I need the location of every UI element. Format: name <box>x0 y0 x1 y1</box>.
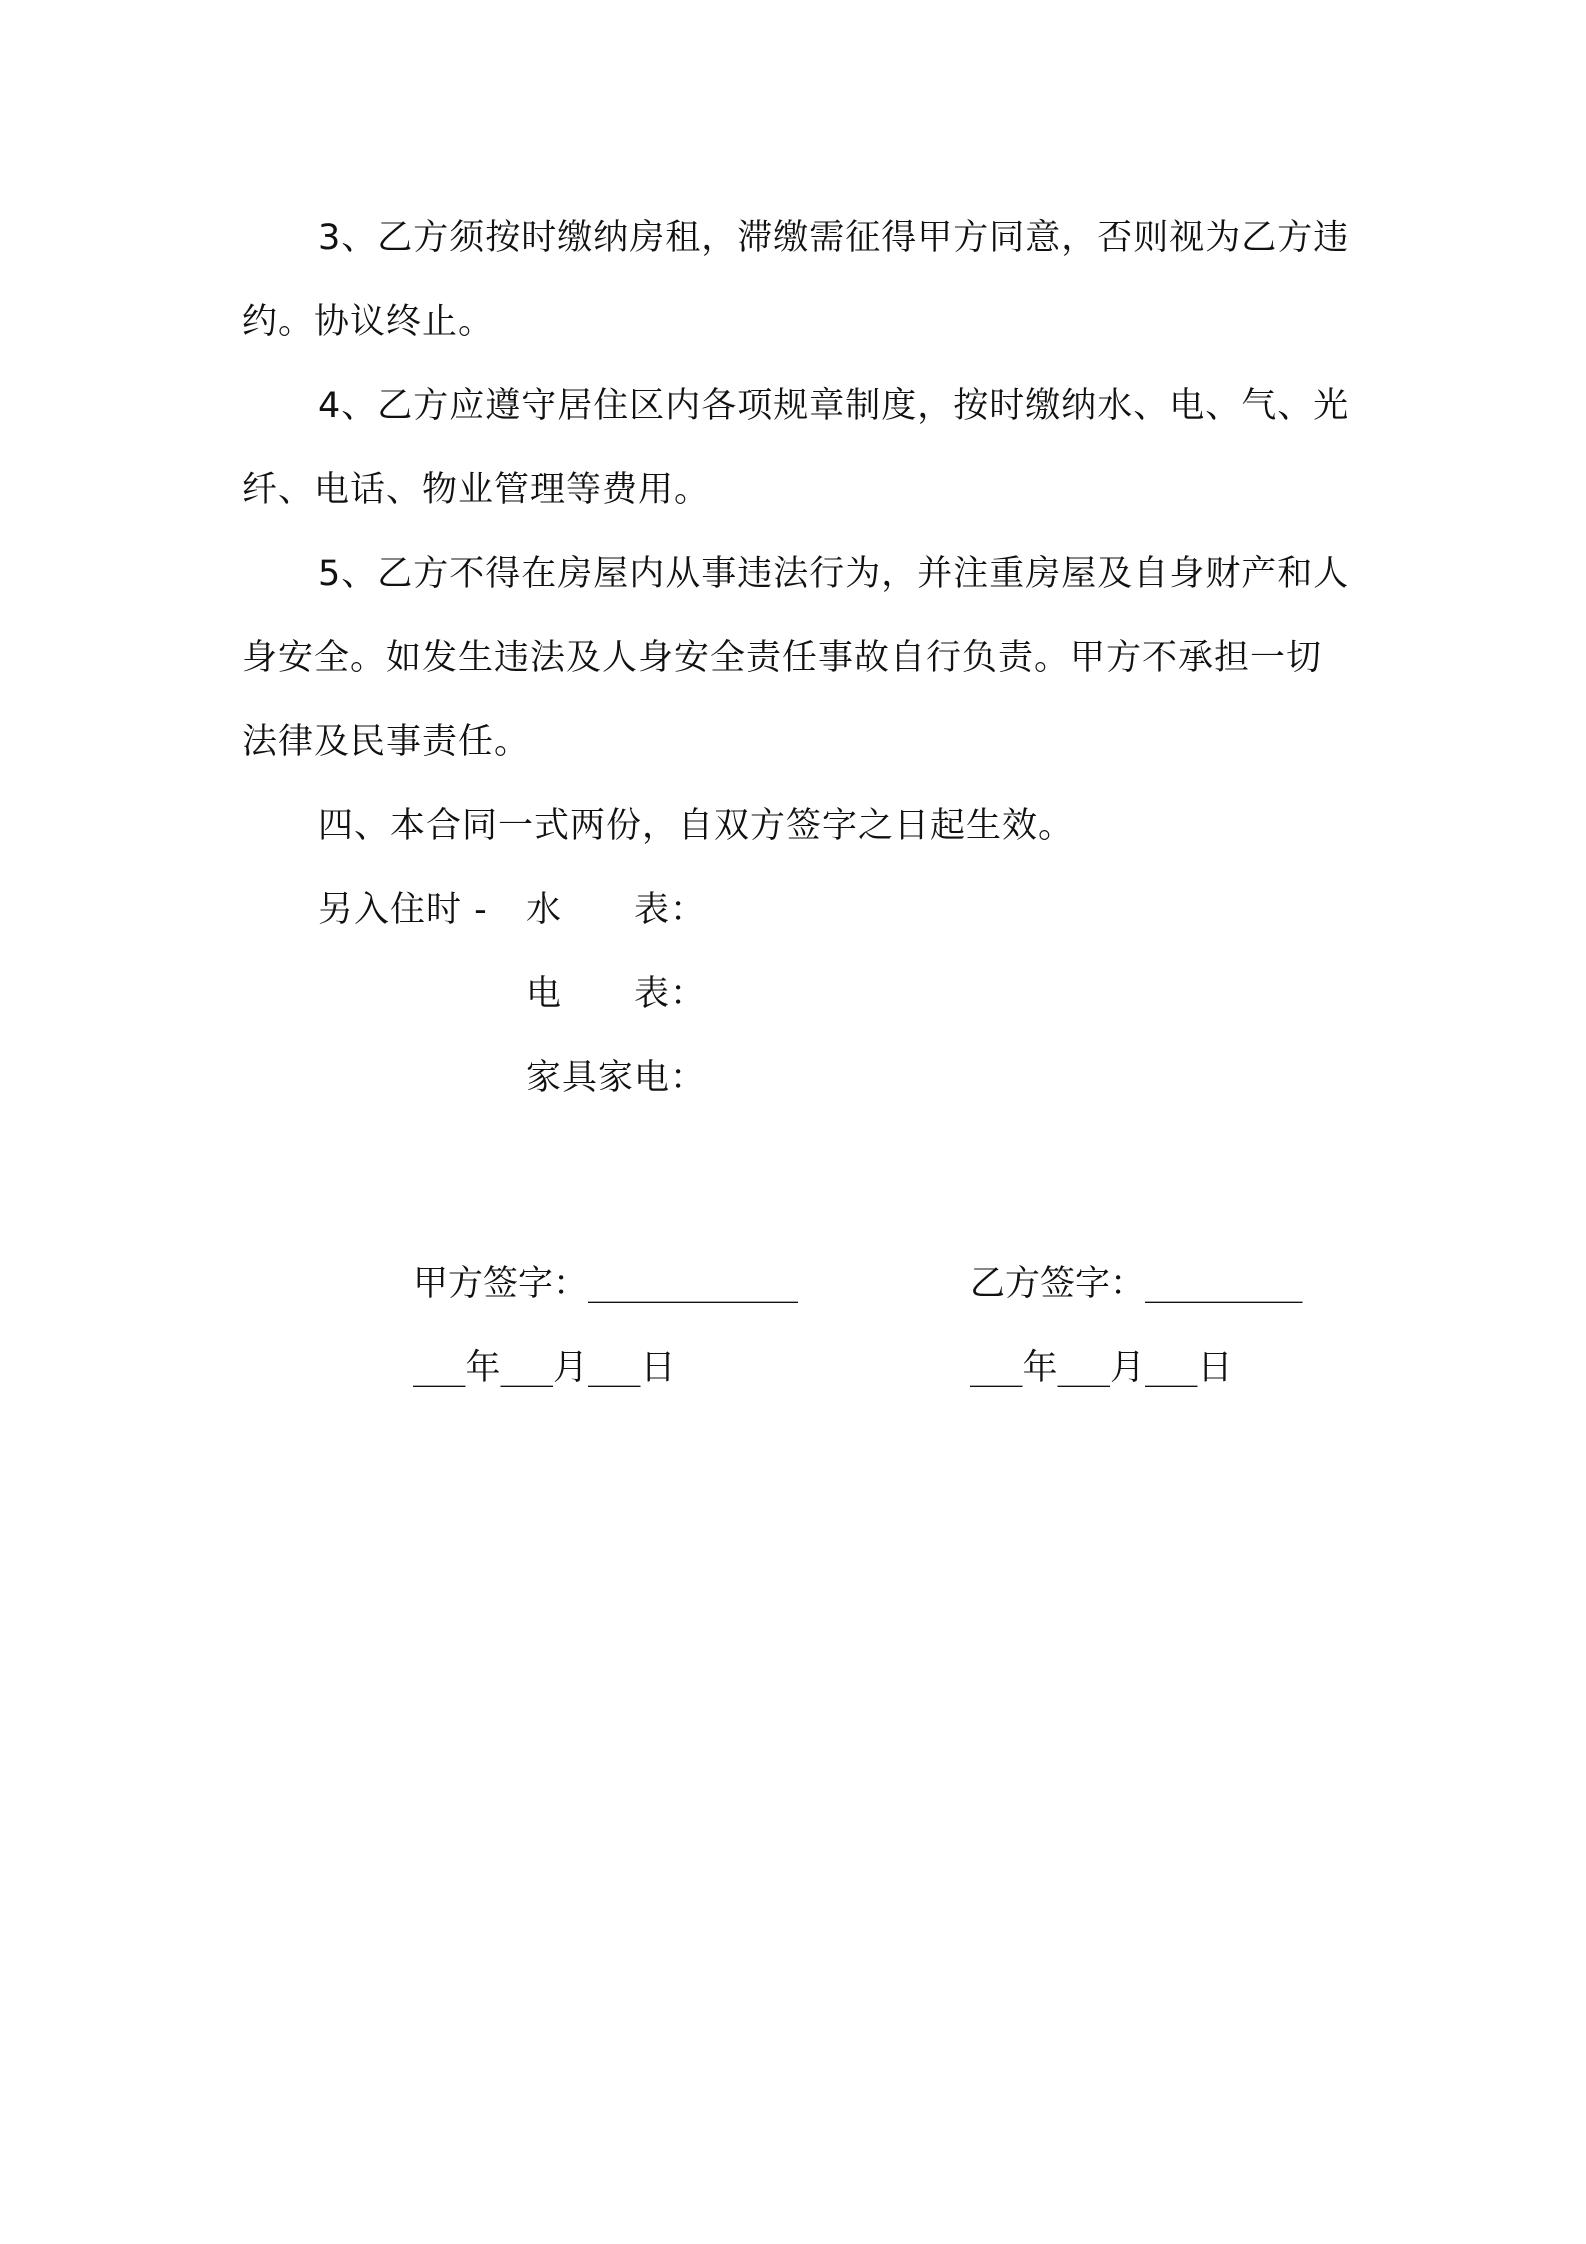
clause-3: 3、乙方须按时缴纳房租，滞缴需征得甲方同意，否则视为乙方违约。协议终止。 <box>242 218 1350 342</box>
furniture-row <box>318 1036 707 1120</box>
party-a-date: ___年___月___日 <box>413 1348 676 1388</box>
move-in-readings <box>318 868 707 1120</box>
contract-body <box>242 196 1357 868</box>
party-a-signature-block <box>413 1242 798 1410</box>
move-in-prefix: 另入住时 - <box>318 890 488 930</box>
party-a-signature: 甲方签字：____________ <box>413 1264 799 1304</box>
party-b-signature-block <box>970 1242 1303 1410</box>
clause-4: 4、乙方应遵守居住区内各项规章制度，按时缴纳水、电、气、光纤、电话、物业管理等费用。 <box>242 386 1350 510</box>
furniture-label: 家具家电： <box>526 1058 707 1098</box>
water-meter-label: 水 表： <box>526 890 707 930</box>
water-meter-row <box>318 868 707 952</box>
electric-meter-label: 电 表： <box>526 974 707 1014</box>
party-b-signature: 乙方签字：_________ <box>970 1264 1303 1304</box>
party-b-date: ___年___月___日 <box>970 1348 1233 1388</box>
electric-meter-row <box>318 952 707 1036</box>
clause-5: 5、乙方不得在房屋内从事违法行为，并注重房屋及自身财产和人身安全。如发生违法及人身安全责任事故自行负责。甲方不承担一切法律及民事责任。 <box>242 554 1350 762</box>
clause-effective: 四、本合同一式两份，自双方签字之日起生效。 <box>318 806 1075 846</box>
